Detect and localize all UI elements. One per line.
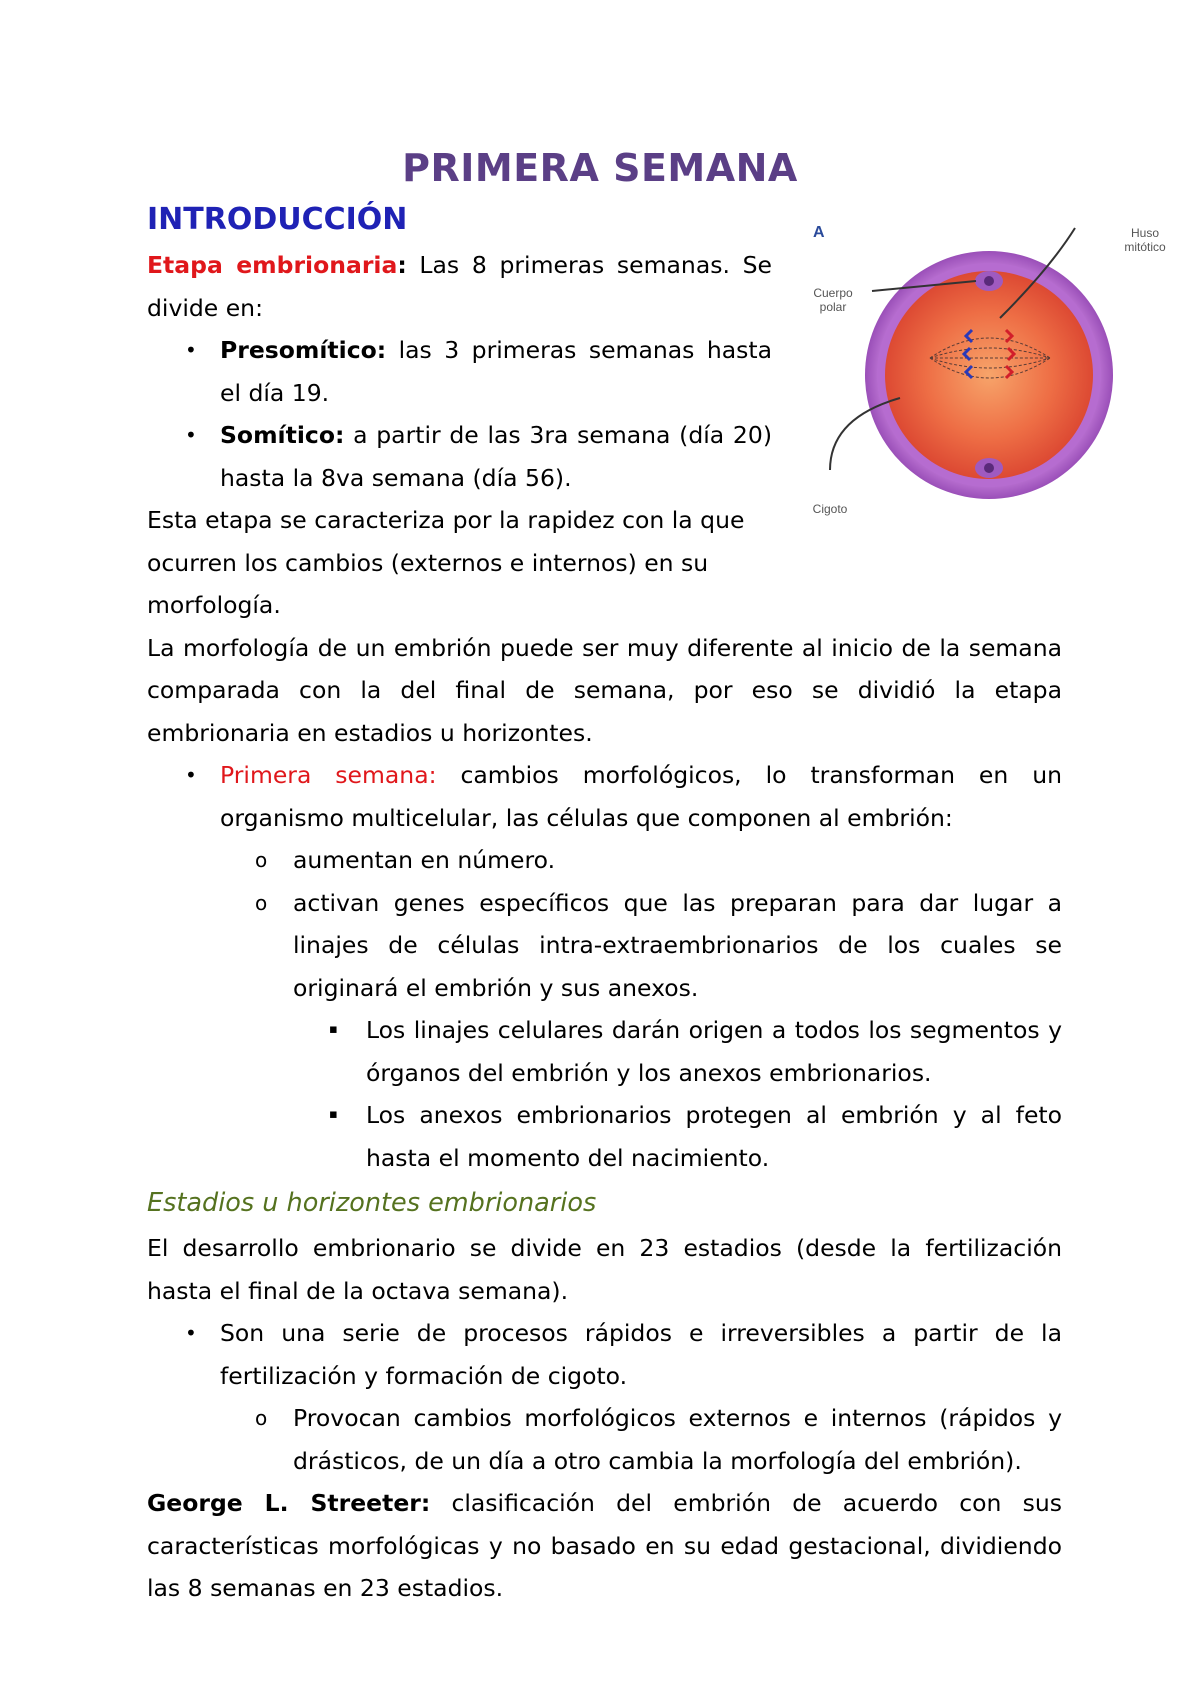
paragraph-streeter bbox=[147, 1482, 1062, 1610]
circle-marker: o bbox=[255, 848, 268, 872]
square-marker: ▪ bbox=[329, 1107, 338, 1122]
item-text: a partir de las 3ra semana (día 20) hasta la 8va semana (día 56). bbox=[220, 421, 772, 492]
square-marker: ▪ bbox=[329, 1022, 338, 1037]
paragraph-rapidez: Esta etapa se caracteriza por la rapidez con la que ocurren los cambios (externos e internos) en su morfología. bbox=[147, 506, 745, 619]
document-body bbox=[147, 196, 1062, 1610]
figure-label-huso: Huso mitótico bbox=[1124, 226, 1166, 254]
circle-marker: o bbox=[255, 1406, 268, 1430]
streeter-text: clasificación del embrión de acuerdo con sus características morfológicas y no basado en su edad gestacional, dividiendo las 8 semanas en 23 estadios. bbox=[147, 1489, 1062, 1602]
circle-marker: o bbox=[255, 890, 268, 915]
page-title: PRIMERA SEMANA bbox=[402, 146, 798, 190]
paragraph-desarrollo: El desarrollo embrionario se divide en 23 estadios (desde la fertilización hasta el final de la octava semana). bbox=[147, 1234, 1062, 1305]
subsub-text: Los anexos embrionarios protegen al embrión y al feto hasta el momento del nacimiento. bbox=[366, 1101, 1062, 1172]
bullet-marker: • bbox=[185, 1321, 197, 1345]
paragraph-etapa bbox=[147, 244, 772, 329]
sub-text: Provocan cambios morfológicos externos e internos (rápidos y drásticos, de un día a otro cambia la morfología del embrión). bbox=[293, 1404, 1062, 1475]
section-heading-introduccion: INTRODUCCIÓN bbox=[147, 202, 408, 237]
etapa-list bbox=[147, 329, 772, 499]
bullet-marker: • bbox=[185, 763, 197, 787]
primera-label: Primera semana: bbox=[220, 761, 437, 789]
list-item bbox=[147, 1397, 1062, 1482]
figure-label-cigoto: Cigoto bbox=[812, 502, 848, 516]
sub-text: aumentan en número. bbox=[293, 846, 556, 874]
primera-list bbox=[147, 754, 1062, 1179]
bullet-text: Son una serie de procesos rápidos e irreversibles a partir de la fertilización y formación de cigoto. bbox=[220, 1319, 1062, 1390]
figure-panel-letter: A bbox=[813, 224, 825, 241]
list-item bbox=[147, 1094, 1062, 1179]
paragraph-morfologia: La morfología de un embrión puede ser muy diferente al inicio de la semana comparada con la del final de semana, por eso se dividió la etapa embrionaria en estadios u horizontes. bbox=[147, 633, 1062, 747]
etapa-colon: : bbox=[397, 251, 407, 279]
list-item bbox=[147, 329, 772, 414]
list-item bbox=[147, 1312, 1062, 1397]
sub-text: activan genes específicos que las preparan para dar lugar a linajes de células intra-extraembrionarios de los cuales se originará el embrión y sus anexos. bbox=[293, 888, 1062, 1002]
etapa-text: Las 8 primeras semanas. Se divide en: bbox=[147, 251, 772, 322]
list-item bbox=[147, 839, 1062, 882]
primera-text: cambios morfológicos, lo transforman en un organismo multicelular, las células que componen al embrión: bbox=[220, 761, 1063, 832]
item-text: las 3 primeras semanas hasta el día 19. bbox=[220, 336, 772, 407]
estadios-list bbox=[147, 1312, 1062, 1482]
streeter-label: George L. Streeter: bbox=[147, 1489, 431, 1517]
list-item bbox=[147, 1009, 1062, 1094]
figure-label-cuerpo: Cuerpo polar bbox=[813, 286, 853, 314]
bullet-marker: • bbox=[185, 423, 197, 447]
list-item bbox=[147, 754, 1062, 839]
list-item bbox=[147, 882, 1062, 1010]
etapa-label: Etapa embrionaria bbox=[147, 251, 398, 279]
item-label: Presomítico: bbox=[220, 336, 387, 364]
bullet-marker: • bbox=[185, 338, 197, 362]
section-heading-estadios: Estadios u horizontes embrionarios bbox=[147, 1188, 597, 1218]
item-label: Somítico: bbox=[220, 421, 345, 449]
subsub-text: Los linajes celulares darán origen a todos los segmentos y órganos del embrión y los anexos embrionarios. bbox=[366, 1016, 1062, 1087]
list-item bbox=[147, 414, 772, 499]
